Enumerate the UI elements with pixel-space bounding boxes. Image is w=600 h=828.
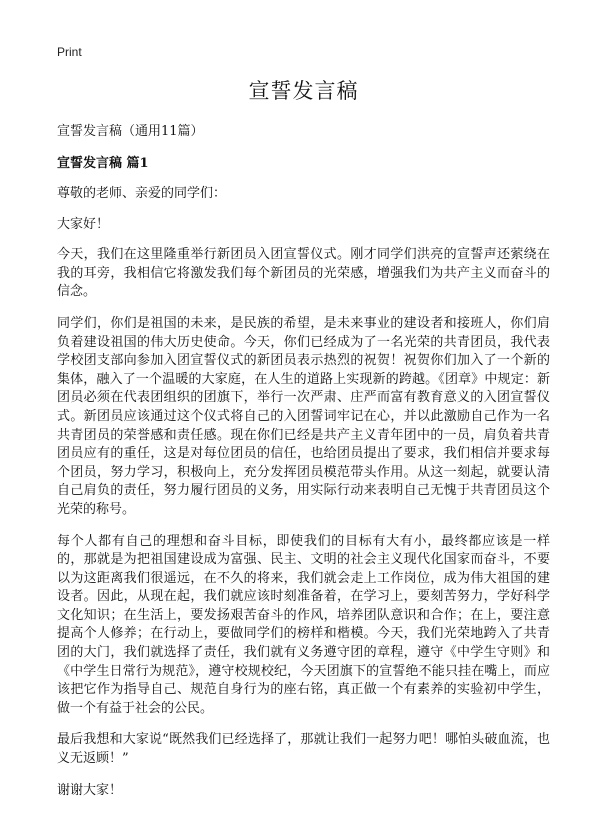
print-label: Print [57,45,82,59]
document-subtitle: 宣誓发言稿（通用11篇） [57,124,204,139]
thanks-paragraph: 谢谢大家！ [57,782,123,798]
body-paragraph: 每个人都有自己的理想和奋斗目标，即使我们的目标有大有小，最终都应该是一样的，那就是为把祖国建设成为富强、民主、文明的社会主义现代化国家而奋斗，不要以为这距离我们很遥远，在不久的将来，我们就会走上工作岗位，成为伟大祖国的建设者。因此，从现在起，我们就应该时刻准备着，在学习上，要刻苦努力，学好科学文化知识；在生活上，要发扬艰苦奋斗的作风，培养团队意识和合作；在上，要注意提高个人修养；在行动上，要做同学们的榜样和楷模。今天，我们光荣地跨入了共青团的大门，我们就选择了责任，我们就有义务遵守团的章程，遵守《中学生守则》和《中学生日常行为规范》，遵守校规校纪，今天团旗下的宣誓绝不能只挂在嘴上，而应该把它作为指导自己、规范自身行为的座右铭，真正做一个有素养的实验初中学生，做一个有益于社会的公民。 [57,533,550,716]
document-title: 宣誓发言稿 [248,79,359,103]
closing-paragraph: 最后我想和大家说“既然我们已经选择了，那就让我们一起努力吧！哪怕头破血流，也义无返顾！” [57,732,550,767]
salutation-paragraph: 尊敬的老师、亲爱的同学们： [57,186,227,201]
greeting-paragraph: 大家好！ [57,216,110,232]
section-heading: 宣誓发言稿 篇1 [57,156,149,171]
body-paragraph: 今天，我们在这里隆重举行新团员入团宣誓仪式。刚才同学们洪亮的宣誓声还萦绕在我的耳旁，我相信它将激发我们每个新团员的光荣感，增强我们为共产主义而奋斗的信念。 [57,247,550,300]
body-paragraph: 同学们，你们是祖国的未来，是民族的希望，是未来事业的建设者和接班人，你们肩负着建设祖国的伟大历史使命。今天，你们已经成为了一名光荣的共青团员，我代表学校团支部向参加入团宣誓仪式的新团员表示热烈的祝贺！祝贺你们加入了一个新的集体，融入了一个温暖的大家庭，在人生的道路上实现新的跨越。《团章》中规定：新团员必须在代表团组织的团旗下，举行一次严肃、庄严而富有教育意义的入团宣誓仪式。新团员应该通过这个仪式将自己的入团誓词牢记在心，并以此激励自己作为一名共青团员的荣誉感和责任感。现在你们已经是共产主义青年团中的一员，肩负着共青团员应有的重任，这是对每位团员的信任，也给团员提出了要求，我们相信并要求每个团员，努力学习，积极向上，充分发挥团员模范带头作用。从这一刻起，就要认清自己肩负的责任，努力履行团员的义务，用实际行动来表明自己无愧于共青团员这个光荣的称号。 [57,315,550,517]
